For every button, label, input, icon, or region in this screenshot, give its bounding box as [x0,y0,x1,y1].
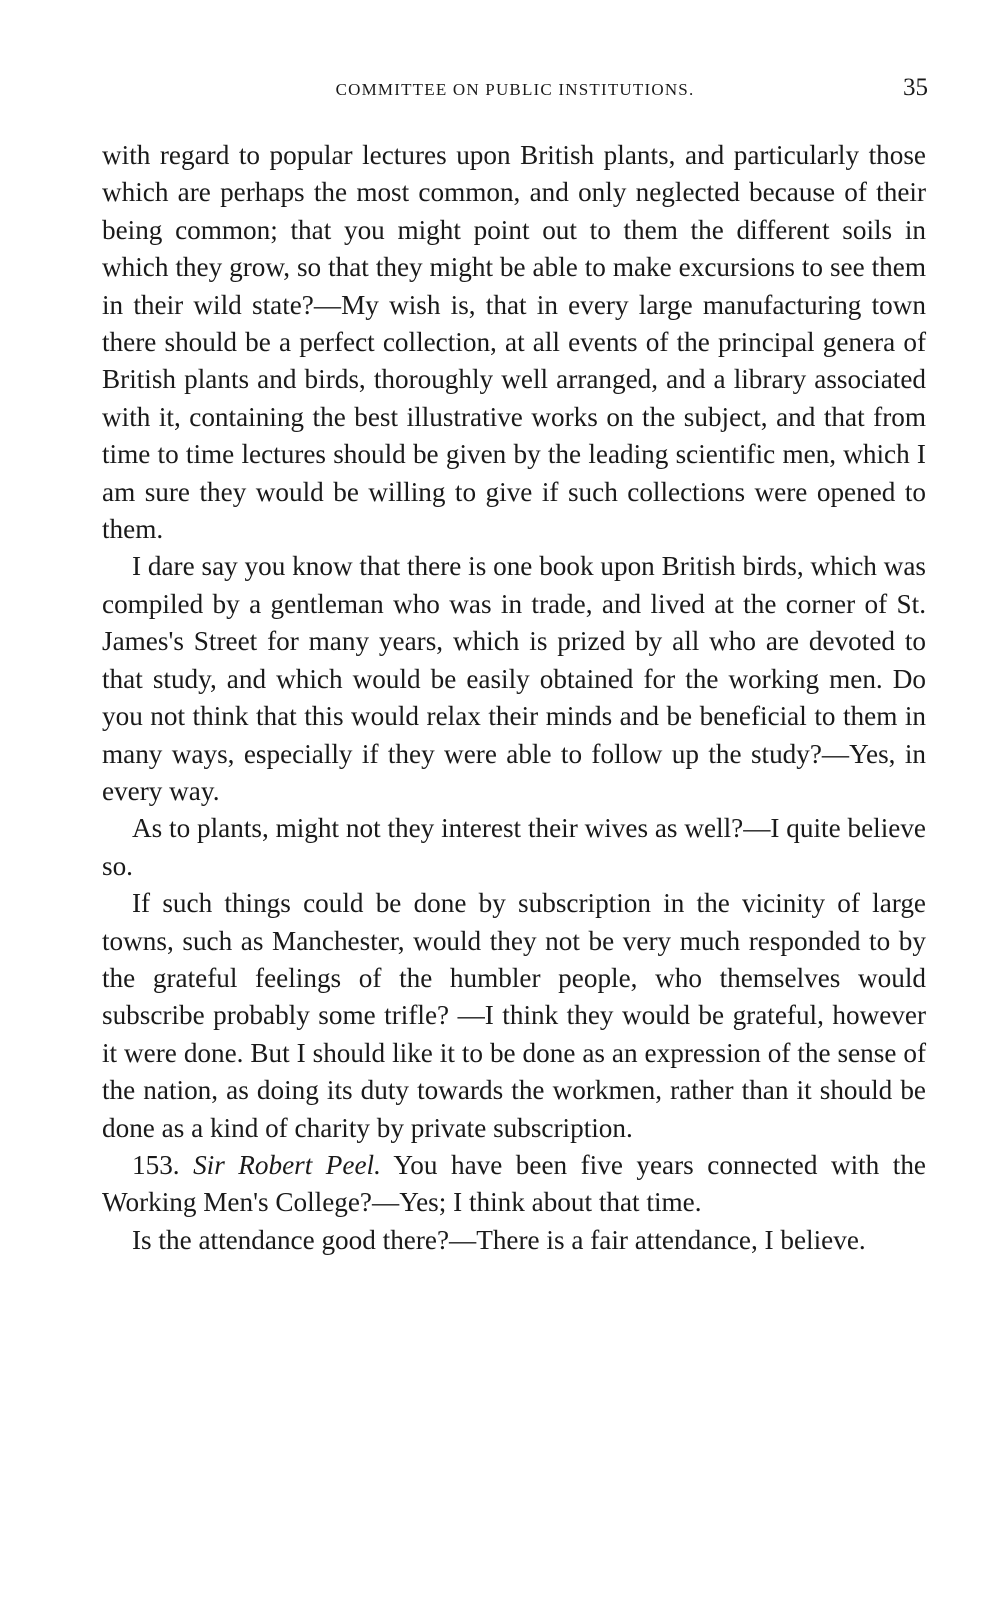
paragraph-subscription: If such things could be done by subscription in the vicinity of large towns, such as Manchester, would they not be very much responded to by the grateful feelings of the humbler people, who themselves would subscribe probably some trifle? —I think they would be grateful, however it were done. But I should like it to be done as an expression of the sense of the nation, as doing its duty towards the workmen, rather than it should be done as a kind of charity by private subscription. [102,888,926,1143]
running-head [102,76,928,106]
paragraph-continued: with regard to popular lectures upon British plants, and particularly those which are perhaps the most common, and only neglected because of their being common; that you might point out to them the different soils in which they grow, so that they might be able to make excursions to see them in their wild state?—My wish is, that in every large manufacturing town there should be a perfect collection, at all events of the principal genera of British plants and birds, thoroughly well arranged, and a library associated with it, containing the best illustrative works on the subject, and that from time to time lectures should be given by the leading scientific men, which I am sure they would be willing to give if such collections were opened to them. [102,140,926,545]
paragraph-question-153 [102,1147,926,1222]
paragraph-plants-wives: As to plants, might not they interest their wives as well?—I quite believe so. [102,813,926,881]
paragraph-british-birds: I dare say you know that there is one book upon British birds, which was compiled by a gentleman who was in trade, and lived at the corner of St. James's Street for many years, which is prized by all who are devoted to that study, and which would be easily obtained for the working men. Do you not think that this would relax their minds and be beneficial to them in many ways, especially if they were able to follow up the study?—Yes, in every way. [102,551,926,806]
question-number: 153. [132,1149,180,1180]
page-number: 35 [903,74,928,101]
paragraph-attendance: Is the attendance good there?—There is a fair attendance, I believe. [132,1224,866,1255]
speaker-name: Sir Robert Peel. [193,1149,381,1180]
body-text [102,137,926,1259]
question-text: You have been five years connected with the Working Men's College?—Yes; I think about that time. [102,1149,926,1218]
running-title: COMMITTEE ON PUBLIC INSTITUTIONS. [335,80,695,99]
